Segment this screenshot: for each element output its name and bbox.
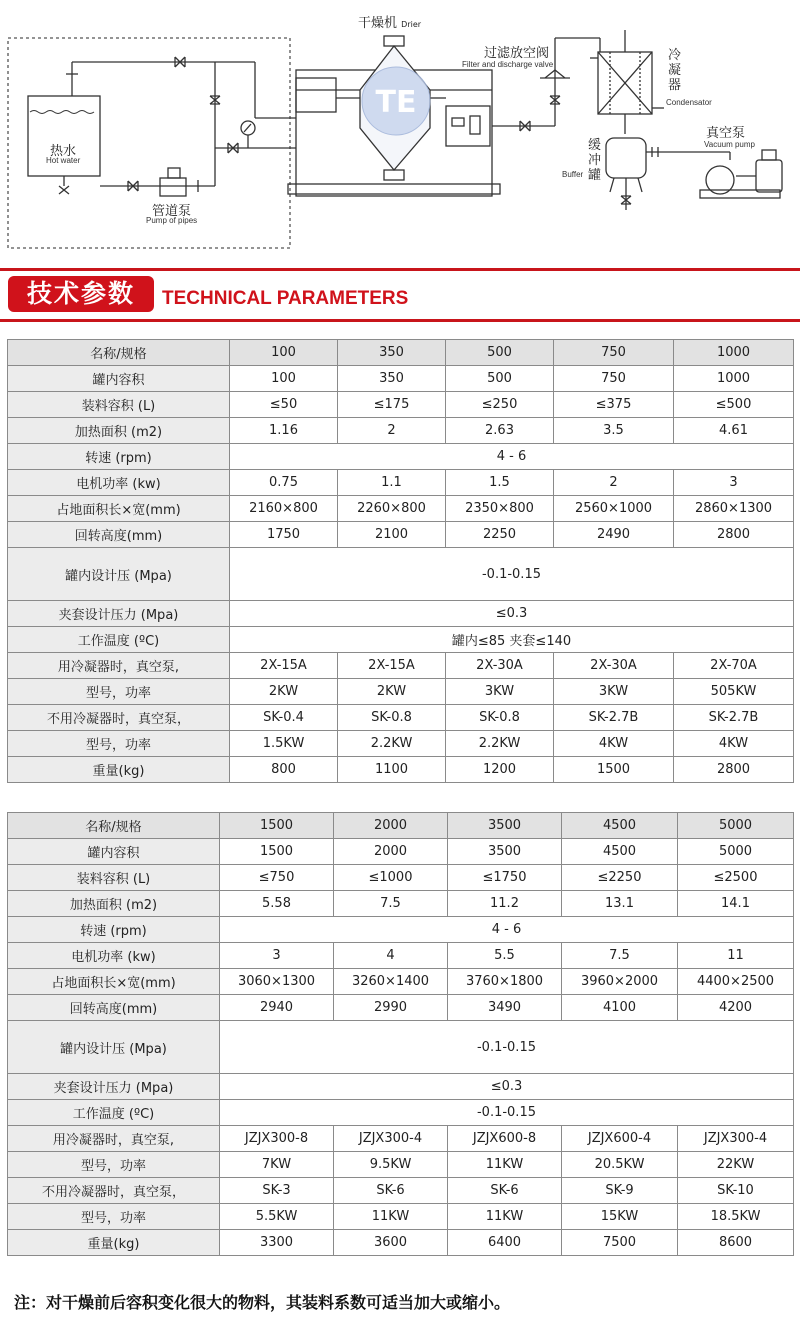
model-header-cell: 3500	[448, 813, 562, 839]
drier-label-en: Drier	[401, 20, 422, 29]
buffer-label-en: Buffer	[562, 170, 584, 179]
table-row	[8, 444, 794, 470]
process-flow-diagram	[0, 0, 800, 262]
table-cell: 2.63	[446, 418, 554, 444]
merged-cell: -0.1-0.15	[220, 1100, 794, 1126]
table-cell: 3260×1400	[334, 969, 448, 995]
row-label: 回转高度(mm)	[8, 995, 220, 1021]
row-label: 占地面积长×宽(mm)	[8, 969, 220, 995]
row-label: 不用冷凝器时，真空泵，	[8, 705, 230, 731]
vacuum-label-en: Vacuum pump	[704, 140, 755, 149]
table-cell: 5.58	[220, 891, 334, 917]
filter-label-cn: 过滤放空阀	[484, 46, 550, 61]
table-cell: 3	[220, 943, 334, 969]
table-cell: 2990	[334, 995, 448, 1021]
table-cell: ≤1750	[448, 865, 562, 891]
table-cell: 2490	[554, 522, 674, 548]
table-cell: 1200	[446, 757, 554, 783]
row-label: 罐内容积	[8, 366, 230, 392]
table-row	[8, 1100, 794, 1126]
table-cell: 7.5	[562, 943, 678, 969]
table-cell: ≤1000	[334, 865, 448, 891]
table-cell: 20.5KW	[562, 1152, 678, 1178]
row-label: 不用冷凝器时，真空泵，	[8, 1178, 220, 1204]
table-cell: 2KW	[230, 679, 338, 705]
table-cell: 2860×1300	[674, 496, 794, 522]
table-cell: 1.16	[230, 418, 338, 444]
row-label: 转速 (rpm)	[8, 444, 230, 470]
table-cell: 3500	[448, 839, 562, 865]
table-cell: ≤2500	[678, 865, 794, 891]
table-cell: SK-9	[562, 1178, 678, 1204]
table-cell: 505KW	[674, 679, 794, 705]
row-label: 罐内设计压 (Mpa)	[8, 548, 230, 601]
row-label: 加热面积 (m2)	[8, 891, 220, 917]
table-cell: 7KW	[220, 1152, 334, 1178]
table-cell: 1750	[230, 522, 338, 548]
header-top-rule	[0, 268, 800, 271]
model-header-cell: 1500	[220, 813, 334, 839]
table-cell: 1000	[674, 366, 794, 392]
row-label: 型号，功率	[8, 1204, 220, 1230]
row-label: 用冷凝器时，真空泵,	[8, 653, 230, 679]
drier-label	[358, 12, 421, 31]
table-row	[8, 731, 794, 757]
table-cell: 100	[230, 366, 338, 392]
table-cell: 2260×800	[338, 496, 446, 522]
table-cell: 4100	[562, 995, 678, 1021]
row-label: 工作温度 (ºC)	[8, 1100, 220, 1126]
table-cell: 3960×2000	[562, 969, 678, 995]
row-label: 重量(kg)	[8, 1230, 220, 1256]
table-cell: 7.5	[334, 891, 448, 917]
row-label: 名称/规格	[8, 340, 230, 366]
model-header-cell: 750	[554, 340, 674, 366]
merged-cell: ≤0.3	[220, 1074, 794, 1100]
filter-label-en: Filter and discharge valve	[462, 60, 554, 69]
merged-cell: -0.1-0.15	[220, 1021, 794, 1074]
vacuum-label-cn: 真空泵	[706, 126, 746, 141]
table-cell: 9.5KW	[334, 1152, 448, 1178]
table-cell: ≤375	[554, 392, 674, 418]
table-row	[8, 601, 794, 627]
table-cell: 14.1	[678, 891, 794, 917]
row-label: 型号，功率	[8, 731, 230, 757]
row-label: 装料容积 (L)	[8, 865, 220, 891]
table-cell: JZJX300-4	[678, 1126, 794, 1152]
table-cell: 5000	[678, 839, 794, 865]
model-header-cell: 5000	[678, 813, 794, 839]
table-cell: ≤175	[338, 392, 446, 418]
table-cell: 11	[678, 943, 794, 969]
section-title-cn: 技术参数	[8, 276, 154, 312]
table-row	[8, 496, 794, 522]
merged-cell: ≤0.3	[230, 601, 794, 627]
table-row	[8, 653, 794, 679]
table-cell: 1100	[338, 757, 446, 783]
table-cell: ≤50	[230, 392, 338, 418]
table-cell: JZJX600-8	[448, 1126, 562, 1152]
row-label: 转速 (rpm)	[8, 917, 220, 943]
table-row	[8, 943, 794, 969]
table-cell: 11.2	[448, 891, 562, 917]
table-row	[8, 1126, 794, 1152]
table-cell: JZJX600-4	[562, 1126, 678, 1152]
process-diagram-drawing	[0, 0, 800, 262]
table-cell: 3060×1300	[220, 969, 334, 995]
row-label: 占地面积长×宽(mm)	[8, 496, 230, 522]
table-cell: 3KW	[446, 679, 554, 705]
model-header-cell: 350	[338, 340, 446, 366]
table-cell: 3300	[220, 1230, 334, 1256]
table-cell: 11KW	[448, 1152, 562, 1178]
table-row	[8, 969, 794, 995]
table-cell: 0.75	[230, 470, 338, 496]
table-cell: 4KW	[554, 731, 674, 757]
table-cell: 6400	[448, 1230, 562, 1256]
pump-label-en: Pump of pipes	[146, 216, 198, 225]
drier-logo-text: TE	[375, 85, 417, 120]
table-row	[8, 995, 794, 1021]
table-row	[8, 813, 794, 839]
merged-cell: 4 - 6	[230, 444, 794, 470]
table-cell: 2160×800	[230, 496, 338, 522]
table-cell: 7500	[562, 1230, 678, 1256]
table-row	[8, 891, 794, 917]
table-cell: 2X-70A	[674, 653, 794, 679]
header-bottom-rule	[0, 319, 800, 322]
condensator-label-cn: 冷凝器	[668, 48, 682, 93]
table-row	[8, 392, 794, 418]
row-label: 加热面积 (m2)	[8, 418, 230, 444]
hotwater-label-cn: 热水	[50, 144, 77, 159]
table-cell: 2560×1000	[554, 496, 674, 522]
row-label: 工作温度 (ºC)	[8, 627, 230, 653]
drier-label-cn: 干燥机	[358, 16, 398, 31]
table-cell: 2100	[338, 522, 446, 548]
pump-label-cn: 管道泵	[152, 204, 192, 219]
spec-table-body	[8, 813, 794, 1256]
table-cell: 2350×800	[446, 496, 554, 522]
table-cell: SK-10	[678, 1178, 794, 1204]
table-row	[8, 548, 794, 601]
table-cell: 1500	[554, 757, 674, 783]
table-row	[8, 679, 794, 705]
merged-cell: 罐内≤85 夹套≤140	[230, 627, 794, 653]
condensator-label-en: Condensator	[666, 98, 712, 107]
row-label: 电机功率 (kw)	[8, 470, 230, 496]
table-cell: SK-0.8	[338, 705, 446, 731]
table-cell: 350	[338, 366, 446, 392]
row-label: 回转高度(mm)	[8, 522, 230, 548]
merged-cell: 4 - 6	[220, 917, 794, 943]
table-cell: 2800	[674, 522, 794, 548]
table-cell: 2250	[446, 522, 554, 548]
table-cell: 2KW	[338, 679, 446, 705]
table-cell: 750	[554, 366, 674, 392]
section-title-en: TECHNICAL PARAMETERS	[162, 288, 409, 309]
spec-table-large-models	[7, 812, 794, 1256]
table-cell: ≤250	[446, 392, 554, 418]
table-cell: 2940	[220, 995, 334, 1021]
table-cell: 4.61	[674, 418, 794, 444]
row-label: 用冷凝器时，真空泵,	[8, 1126, 220, 1152]
table-cell: 15KW	[562, 1204, 678, 1230]
table-row	[8, 340, 794, 366]
table-cell: 2X-30A	[446, 653, 554, 679]
table-cell: 2000	[334, 839, 448, 865]
row-label: 罐内容积	[8, 839, 220, 865]
table-cell: 3760×1800	[448, 969, 562, 995]
table-cell: 5.5KW	[220, 1204, 334, 1230]
table-cell: 2.2KW	[338, 731, 446, 757]
model-header-cell: 2000	[334, 813, 448, 839]
table-row	[8, 917, 794, 943]
table-cell: SK-3	[220, 1178, 334, 1204]
table-cell: SK-0.8	[446, 705, 554, 731]
table-cell: SK-6	[334, 1178, 448, 1204]
table-cell: 1.5KW	[230, 731, 338, 757]
table-row	[8, 418, 794, 444]
technical-parameters-header	[0, 262, 800, 324]
table-cell: 3KW	[554, 679, 674, 705]
table-cell: 13.1	[562, 891, 678, 917]
table-cell: SK-0.4	[230, 705, 338, 731]
model-header-cell: 100	[230, 340, 338, 366]
table-row	[8, 627, 794, 653]
table-cell: 2X-30A	[554, 653, 674, 679]
table-cell: 11KW	[448, 1204, 562, 1230]
table-cell: 8600	[678, 1230, 794, 1256]
table-cell: JZJX300-4	[334, 1126, 448, 1152]
table-cell: 2.2KW	[446, 731, 554, 757]
model-header-cell: 4500	[562, 813, 678, 839]
spec-table-body	[8, 340, 794, 783]
table-row	[8, 865, 794, 891]
table-cell: 4500	[562, 839, 678, 865]
row-label: 型号，功率	[8, 679, 230, 705]
table-cell: 3490	[448, 995, 562, 1021]
table-cell: ≤750	[220, 865, 334, 891]
table-row	[8, 366, 794, 392]
table-cell: 1500	[220, 839, 334, 865]
hotwater-label-en: Hot water	[46, 156, 81, 165]
table-cell: JZJX300-8	[220, 1126, 334, 1152]
table-row	[8, 1021, 794, 1074]
buffer-label-cn: 缓冲罐	[588, 138, 602, 183]
table-cell: ≤500	[674, 392, 794, 418]
table-cell: 4400×2500	[678, 969, 794, 995]
row-label: 夹套设计压力 (Mpa)	[8, 601, 230, 627]
row-label: 电机功率 (kw)	[8, 943, 220, 969]
table-row	[8, 1074, 794, 1100]
row-label: 装料容积 (L)	[8, 392, 230, 418]
table-cell: 18.5KW	[678, 1204, 794, 1230]
table-cell: 2800	[674, 757, 794, 783]
table-row	[8, 1230, 794, 1256]
table-cell: 3.5	[554, 418, 674, 444]
table-cell: SK-2.7B	[674, 705, 794, 731]
table-cell: 1.5	[446, 470, 554, 496]
table-row	[8, 470, 794, 496]
row-label: 罐内设计压 (Mpa)	[8, 1021, 220, 1074]
table-row	[8, 839, 794, 865]
merged-cell: -0.1-0.15	[230, 548, 794, 601]
row-label: 夹套设计压力 (Mpa)	[8, 1074, 220, 1100]
table-cell: 2X-15A	[230, 653, 338, 679]
table-cell: SK-2.7B	[554, 705, 674, 731]
spec-table-small-models	[7, 339, 794, 783]
table-cell: ≤2250	[562, 865, 678, 891]
table-cell: SK-6	[448, 1178, 562, 1204]
table-cell: 11KW	[334, 1204, 448, 1230]
table-cell: 500	[446, 366, 554, 392]
model-header-cell: 500	[446, 340, 554, 366]
table-row	[8, 522, 794, 548]
table-row	[8, 757, 794, 783]
table-cell: 3600	[334, 1230, 448, 1256]
footnote: 注：对干燥前后容积变化很大的物料，其装料系数可适当加大或缩小。	[14, 1293, 511, 1312]
table-row	[8, 1178, 794, 1204]
model-header-cell: 1000	[674, 340, 794, 366]
table-cell: 4KW	[674, 731, 794, 757]
row-label: 重量(kg)	[8, 757, 230, 783]
table-row	[8, 1204, 794, 1230]
table-cell: 4200	[678, 995, 794, 1021]
table-cell: 4	[334, 943, 448, 969]
table-cell: 800	[230, 757, 338, 783]
table-cell: 2X-15A	[338, 653, 446, 679]
row-label: 型号，功率	[8, 1152, 220, 1178]
table-cell: 2	[338, 418, 446, 444]
table-row	[8, 1152, 794, 1178]
row-label: 名称/规格	[8, 813, 220, 839]
table-cell: 3	[674, 470, 794, 496]
table-cell: 2	[554, 470, 674, 496]
table-row	[8, 705, 794, 731]
table-cell: 22KW	[678, 1152, 794, 1178]
table-cell: 5.5	[448, 943, 562, 969]
table-cell: 1.1	[338, 470, 446, 496]
